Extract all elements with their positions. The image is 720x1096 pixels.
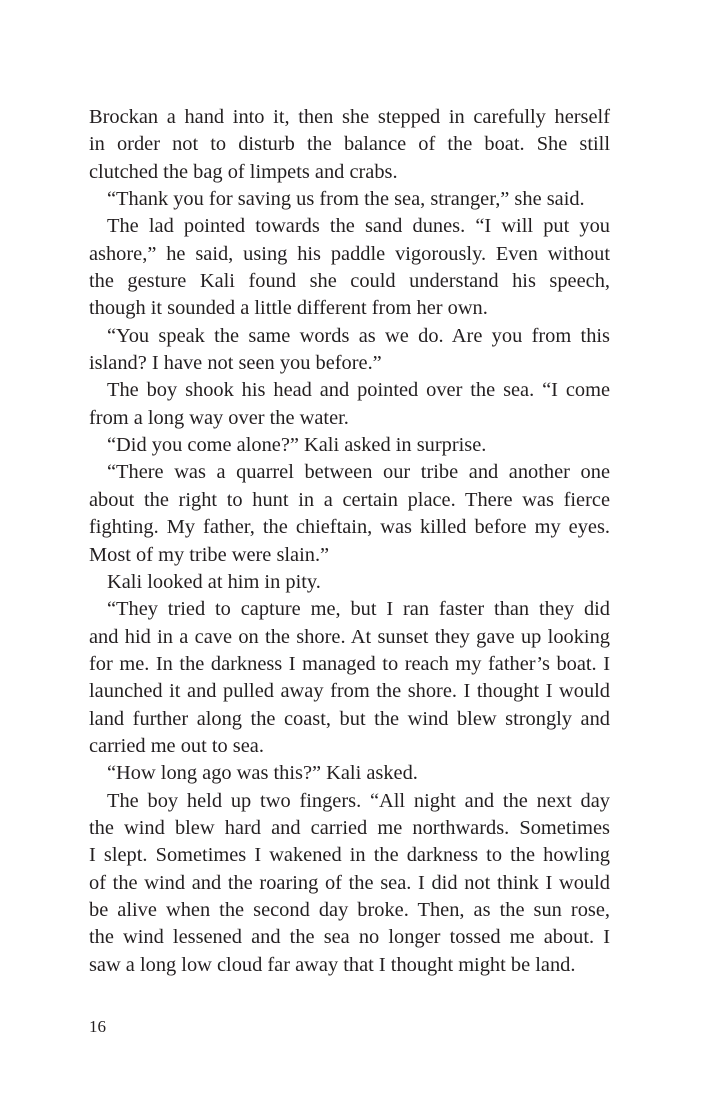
paragraph-two-fingers — [89, 788, 610, 979]
text-line: The boy held up two fingers. “All night and the next day — [107, 789, 610, 812]
paragraph-came-alone — [89, 432, 610, 459]
text-line: for me. In the darkness I managed to reach my father’s boat. I — [89, 652, 610, 675]
text-line: The lad pointed towards the sand dunes. “I will put you — [107, 215, 610, 238]
text-line: “You speak the same words as we do. Are you from this — [107, 324, 610, 347]
text-line: Brockan a hand into it, then she stepped in carefully herself — [89, 106, 610, 128]
text-line: the wind lessened and the sea no longer tossed me about. I — [89, 926, 610, 949]
text-line: ashore,” he said, using his paddle vigorously. Even without — [89, 242, 610, 265]
text-line: “Thank you for saving us from the sea, stranger,” she said. — [107, 188, 585, 211]
text-line: The boy shook his head and pointed over the sea. “I come — [107, 379, 610, 402]
text-line: saw a long low cloud far away that I thought might be land. — [89, 953, 576, 976]
text-line: “They tried to capture me, but I ran faster than they did — [107, 598, 610, 621]
paragraph-continuation — [89, 104, 610, 186]
text-line: Most of my tribe were slain.” — [89, 543, 330, 566]
text-line: island? I have not seen you before.” — [89, 352, 382, 375]
text-line: clutched the bag of limpets and crabs. — [89, 160, 398, 183]
paragraph-same-words — [89, 323, 610, 378]
text-line: fighting. My father, the chieftain, was killed before my eyes. — [89, 516, 610, 539]
paragraph-escape — [89, 596, 610, 760]
page-number: 16 — [89, 1017, 106, 1036]
text-line: Kali looked at him in pity. — [107, 570, 321, 593]
text-line: be alive when the second day broke. Then, as the sun rose, — [89, 898, 610, 921]
text-line: carried me out to sea. — [89, 734, 264, 757]
text-line: “There was a quarrel between our tribe and another one — [107, 461, 610, 484]
paragraph-quarrel — [89, 459, 610, 568]
paragraph-dialogue-thanks — [89, 186, 610, 213]
text-line: the gesture Kali found she could understand his speech, — [89, 270, 610, 293]
paragraph-lad-points — [89, 213, 610, 322]
text-line: “Did you come alone?” Kali asked in surprise. — [107, 434, 487, 457]
text-line: from a long way over the water. — [89, 406, 349, 429]
text-line: “How long ago was this?” Kali asked. — [107, 762, 418, 785]
text-line: about the right to hunt in a certain place. There was fierce — [89, 488, 610, 511]
text-line: of the wind and the roaring of the sea. I did not think I would — [89, 871, 610, 894]
paragraph-how-long — [89, 760, 610, 787]
text-line: in order not to disturb the balance of the boat. She still — [89, 133, 610, 156]
text-line: I slept. Sometimes I wakened in the darkness to the howling — [89, 844, 610, 867]
text-line: and hid in a cave on the shore. At sunset they gave up looking — [89, 625, 610, 648]
text-line: land further along the coast, but the wind blew strongly and — [89, 707, 610, 730]
text-line: though it sounded a little different from her own. — [89, 297, 488, 320]
text-line: the wind blew hard and carried me northwards. Sometimes — [89, 816, 610, 839]
paragraph-pity — [89, 569, 610, 596]
paragraph-boy-shakes-head — [89, 377, 610, 432]
text-line: launched it and pulled away from the shore. I thought I would — [89, 680, 610, 703]
body-text — [89, 104, 610, 979]
